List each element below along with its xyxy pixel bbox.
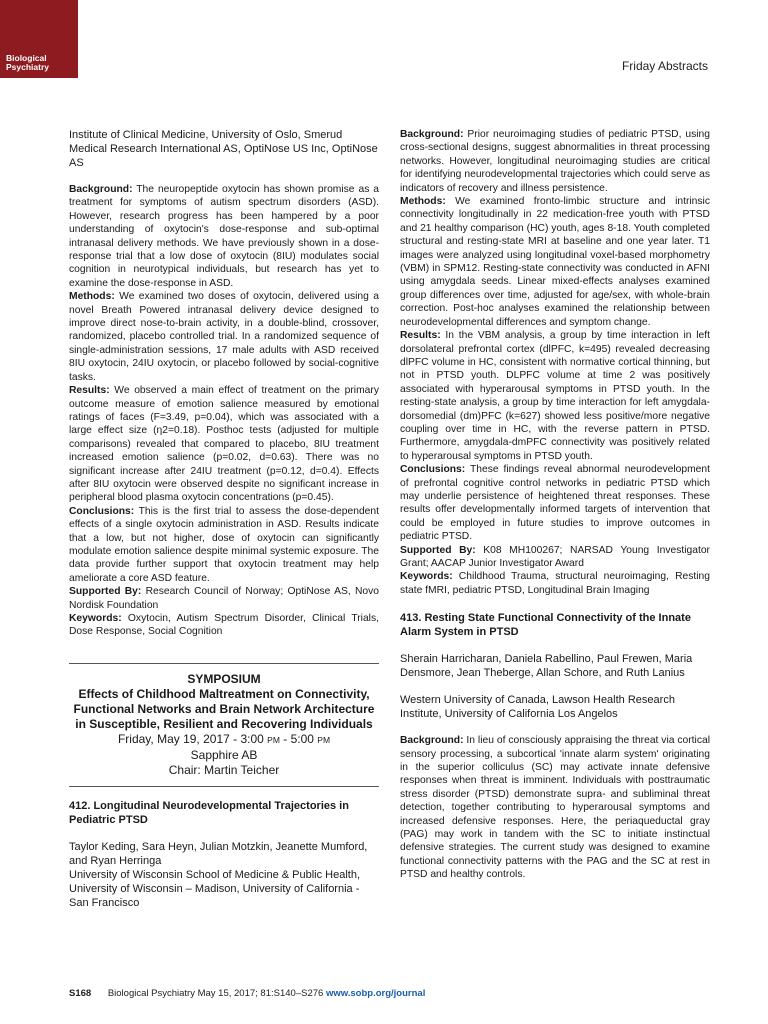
left-affiliations: Institute of Clinical Medicine, University of Oslo, Smerud Medical Research International AS, OptiNose US Inc, OptiNose AS [69, 129, 378, 169]
right-results: Results: In the VBM analysis, a group by time interaction in left dorsolateral prefrontal cortex (dlPFC, k=495) revealed decreasing dlPFC volume in HC, consistent with normative cortical thinning, but not in PTSD youth. DLPFC volume at time 2 was positively associated with hyperarousal symptoms in PTSD youth. In the resting-state analysis, a group by time interaction for left amygdala-dorsomedial (dm)PFC (k=627) showed less positive/more negative coupling over time in HC, with the reverse pattern in PTSD. Furthermore, amygdala-dmPFC connectivity was positively related to hyperarousal symptoms in PTSD youth. [400, 330, 710, 462]
left-results: Results: We observed a main effect of treatment on the primary outcome measure of emotion salience measured by emotional ratings of faces (F=3.49, p=0.04), which was associated with a large effect size (η2=0.18). Posthoc tests (adjusted for multiple comparisons) revealed that compared to placebo, 8IU treatment increased emotion salience (p=0.02, d=0.63). There was no significant increase after 24IU treatment (p=0.12, d=0.4). Effects after 8IU oxytocin were observed despite no significant increase in peripheral blood plasma oxytocin concentrations (p=0.45). [69, 385, 379, 504]
left-keywords: Keywords: Oxytocin, Autism Spectrum Disorder, Clinical Trials, Dose Response, Social Cognition [69, 613, 379, 638]
abstract-413-affiliations: Western University of Canada, Lawson Health Research Institute, University of California Los Angelos [400, 694, 675, 721]
symposium-room: Sapphire AB [190, 747, 258, 762]
journal-logo [0, 0, 78, 78]
abstract-412-authors: Taylor Keding, Sara Heyn, Julian Motzkin, Jeanette Mumford, and Ryan Herringa [69, 840, 368, 867]
left-column [69, 128, 379, 910]
abstract-412-title: 412. Longitudinal Neurodevelopmental Trajectories in Pediatric PTSD [69, 799, 349, 826]
symposium-time: Friday, May 19, 2017 - 3:00 PM - 5:00 PM [117, 731, 331, 746]
symposium-box [69, 663, 379, 787]
left-methods: Methods: We examined two doses of oxytocin, delivered using a novel Breath Powered intranasal delivery device designed to improve direct nose-to-brain activity, in a double-blind, crossover, randomized, placebo controlled trial. In a randomized sequence of single-administration sessions, 17 male adults with ASD received 8IU oxytocin, 24IU oxytocin, or placebo followed by social-cognitive tasks. [69, 291, 379, 383]
page-footer [69, 988, 425, 999]
logo-line-2: Psychiatry [6, 62, 49, 72]
right-supported: Supported By: K08 MH100267; NARSAD Young Investigator Grant; AACAP Junior Investigator Award [400, 544, 710, 569]
left-supported: Supported By: Research Council of Norway; OptiNose AS, Novo Nordisk Foundation [69, 586, 379, 611]
left-conclusions: Conclusions: This is the first trial to assess the dose-dependent effects of a single oxytocin administration in ASD. Results indicate that a low, but not higher, dose of oxytocin can significantly modulate emotion salience despite minimal systemic exposure. The data provide further support that oxytocin treatment may help ameliorate a core ASD feature. [69, 505, 379, 584]
abstract-413-authors: Sherain Harricharan, Daniela Rabellino, Paul Frewen, Maria Densmore, Jean Theberge, Allan Schore, and Ruth Lanius [400, 653, 693, 680]
logo-line-1: Biological [6, 53, 47, 63]
right-keywords: Keywords: Childhood Trauma, structural neuroimaging, Resting state fMRI, pediatric PTSD, Longitudinal Brain Imaging [400, 571, 710, 596]
abstract-413-background: Background: In lieu of consciously appraising the threat via cortical sensory processing, a subcortical 'innate alarm system' originating in the superior colliculus (SC) may activate innate defensive responses when threat is imminent. Individuals with posttraumatic stress disorder (PTSD) demonstrate supra- and subliminal threat detection, together contributing to hyperarousal symptoms and increased defensive responses. Here, the periaqueductal gray (PAG) may work in tandem with the SC to initiate instinctual defensive strategies. The current study was designed to examine functional connectivity patterns with the PAG and the SC at rest in PTSD and healthy controls. [400, 735, 710, 881]
section-title: Friday Abstracts [621, 59, 708, 73]
page-number: S168 [69, 988, 92, 999]
citation: Biological Psychiatry May 15, 2017; 81:S140–S276 [107, 988, 324, 999]
right-conclusions: Conclusions: These findings reveal abnormal neurodevelopment of prefrontal cognitive control networks in pediatric PTSD which may underlie persistence of heightened threat responses. These results offer developmentally informed targets of intervention that could be employed in future studies to improve outcomes in pediatric PTSD. [400, 464, 710, 543]
symposium-heading: SYMPOSIUM [187, 671, 261, 686]
abstract-412-affiliations: University of Wisconsin School of Medicine & Public Health, University of Wisconsin – Madison, University of California - San Francisco [69, 868, 361, 909]
journal-link[interactable]: www.sobp.org/journal [325, 988, 426, 999]
right-column [400, 128, 710, 882]
abstract-413-title: 413. Resting State Functional Connectivity of the Innate Alarm System in PTSD [400, 612, 691, 639]
left-background: Background: The neuropeptide oxytocin has shown promise as a treatment for symptoms of autism spectrum disorders (ASD). However, research progress has been hampered by a poor understanding of oxytocin's dose-response and sub-optimal intranasal delivery methods. We have previously shown in a dose-response trial that a low dose of oxytocin (8IU) modulates social cognition in neurotypical individuals, but research has yet to examine the dose-response in ASD. [69, 184, 379, 289]
symposium-chair: Chair: Martin Teicher [168, 762, 280, 777]
right-methods: Methods: We examined fronto-limbic structure and intrinsic connectivity longitudinally in 22 medication-free youth with PTSD and 21 healthy comparison (HC) youth, ages 8-18. Youth completed structural and resting-state MRI at baseline and one year later. T1 images were analyzed using longitudinal voxel-based morphometry (VBM) in SPM12. Resting-state connectivity was conducted in AFNI using amygdala seeds. Linear mixed-effects analyses examined group differences over time, adjusted for age/sex, with whole-brain correction. Post-hoc analyses examined the relationship between neurodevelopmental differences and symptom change. [400, 196, 710, 328]
right-background: Background: Prior neuroimaging studies of pediatric PTSD, using cross-sectional designs, suggest abnormalities in threat processing networks. However, longitudinal neuroimaging studies are critical for identifying neurodevelopmental trajectories which could serve as indicators of recovery and illness persistence. [400, 129, 710, 194]
symposium-title: Effects of Childhood Maltreatment on Connectivity, Functional Networks and Brain Network Architecture in Susceptible, Resilient and Recovering Individuals [73, 686, 375, 731]
